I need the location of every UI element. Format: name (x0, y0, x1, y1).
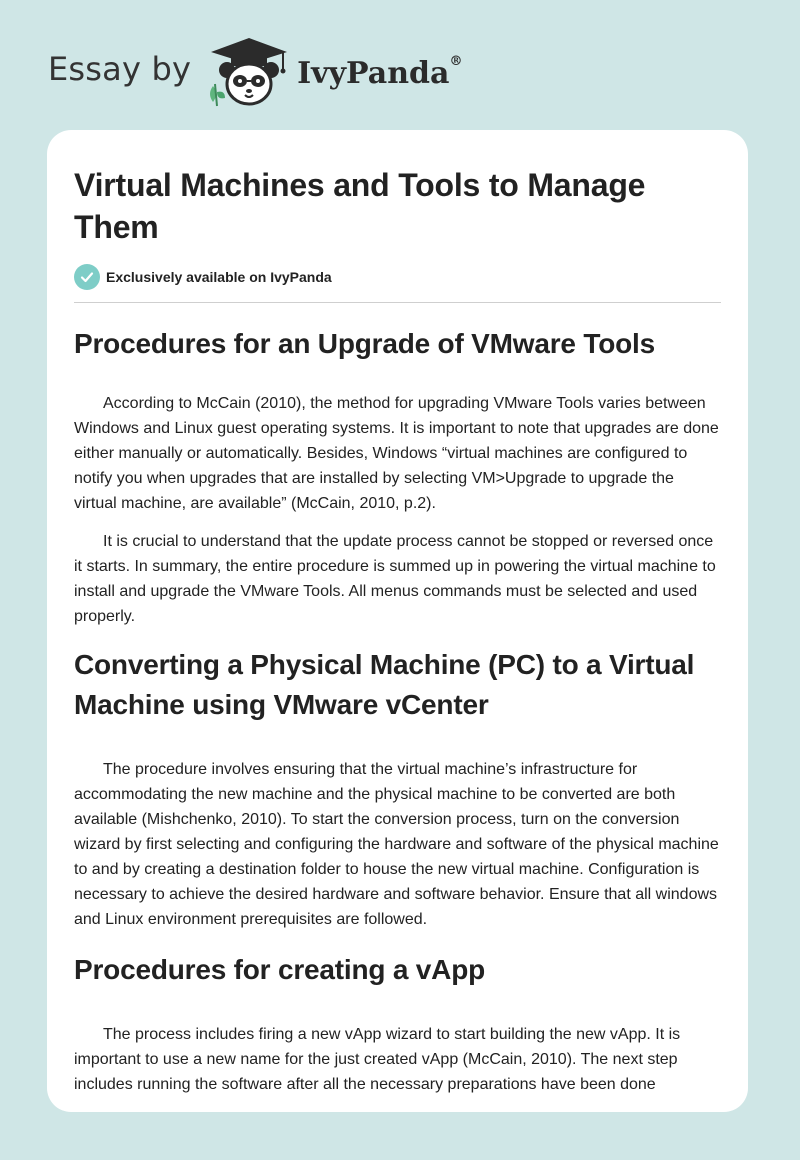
page-title: Virtual Machines and Tools to Manage Them (74, 167, 646, 245)
section-heading: Procedures for creating a vApp (74, 954, 486, 985)
check-icon (74, 264, 100, 290)
exclusive-label: Exclusively available on IvyPanda (106, 269, 332, 285)
section-heading: Procedures for an Upgrade of VMware Tools (74, 328, 655, 359)
essay-card (47, 130, 748, 1112)
site-header (48, 36, 508, 108)
essay-by-label: Essay by (48, 50, 192, 88)
panda-graduate-icon[interactable] (203, 36, 295, 108)
brand-name[interactable]: IvyPanda® (297, 53, 463, 91)
registered-mark: ® (449, 53, 463, 69)
section-heading: Converting a Physical Machine (PC) to a Virtual Machine using VMware vCenter (74, 649, 695, 720)
paragraph: According to McCain (2010), the method for upgrading VMware Tools varies between Windows and Linux guest operating systems. It is important to note that upgrades are done either manually or automatically. Besides, Windows “virtual machines are configured to notify you when upgrades that are installed by selecting VM>Upgrade to upgrade the virtual machine, are available” (McCain, 2010, p.2). (74, 395, 719, 512)
paragraph: The procedure involves ensuring that the virtual machine’s infrastructure for accommodating the new machine and the physical machine to be converted are both available (Mishchenko, 2010). To start the conversion process, turn on the conversion wizard by first selecting and configuring the hardware and software of the physical machine to and by creating a destination folder to house the new virtual machine. Configuration is necessary to achieve the desired hardware and software behavior. Ensure that all windows and Linux environment prerequisites are followed. (74, 761, 719, 928)
paragraph: It is crucial to understand that the update process cannot be stopped or reversed once it starts. In summary, the entire procedure is summed up in powering the virtual machine to install and upgrade the VMware Tools. All menus commands must be selected and used properly. (74, 533, 716, 625)
divider (74, 302, 721, 303)
exclusive-badge (74, 264, 721, 290)
paragraph: The process includes firing a new vApp wizard to start building the new vApp. It is important to use a new name for the just created vApp (McCain, 2010). The next step includes running the software after all the necessary preparations have been done (74, 1026, 681, 1093)
